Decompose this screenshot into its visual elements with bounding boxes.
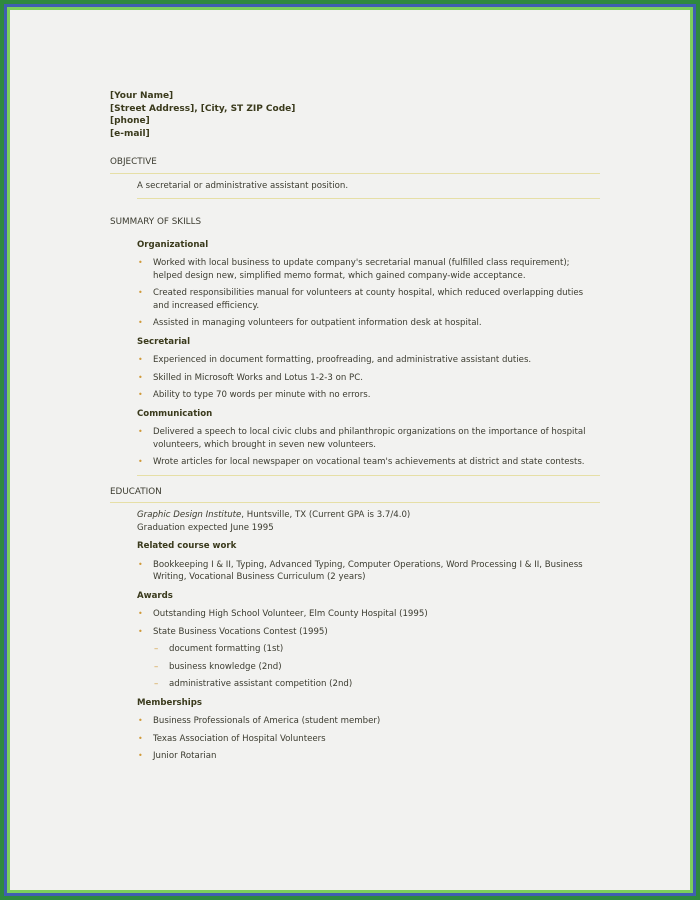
list-item: • State Business Vocations Contest (1995) (153, 626, 600, 639)
coursework-list (110, 559, 600, 584)
objective-text: A secretarial or administrative assistant position. (137, 180, 349, 191)
list-item: • Business Professionals of America (student member) (153, 715, 600, 728)
list-item: • Worked with local business to update company's secretarial manual (fulfilled class requirement); helped design new, simplified memo format, which gained company-wide acceptance. (153, 257, 600, 282)
coursework-heading: Related course work (137, 541, 237, 551)
education-school-line (137, 509, 600, 522)
graduation-date: Graduation expected June 1995 (137, 522, 274, 533)
list-item: • Outstanding High School Volunteer, Elm County Hospital (1995) (153, 608, 600, 621)
resume-document (110, 90, 600, 768)
list-item: • Experienced in document formatting, proofreading, and administrative assistant duties. (153, 354, 600, 367)
list-item: • Delivered a speech to local civic clubs and philanthropic organizations on the importance of hospital volunteers, which brought in seven new volunteers. (153, 426, 600, 451)
school-name: Graphic Design Institute (137, 510, 242, 520)
skills-list-organizational (110, 257, 600, 330)
sub-list-item: – document formatting (1st) (169, 643, 600, 656)
list-item: • Created responsibilities manual for volunteers at county hospital, which reduced overlapping duties and increased efficiency. (153, 287, 600, 312)
skills-list-communication (110, 426, 600, 469)
list-item: • Bookkeeping I & II, Typing, Advanced Typing, Computer Operations, Word Processing I & II, Business Writing, Vocational Business Curriculum (2 years) (153, 559, 600, 584)
skills-title: SUMMARY OF SKILLS (110, 217, 202, 227)
list-item: • Wrote articles for local newspaper on vocational team's achievements at district and state contests. (153, 456, 600, 469)
contact-email: [e-mail] (110, 128, 150, 139)
skills-section (110, 216, 600, 476)
awards-list (110, 608, 600, 691)
sub-list-item: – business knowledge (2nd) (169, 661, 600, 674)
skills-group-heading: Organizational (137, 239, 209, 250)
list-item: • Texas Association of Hospital Volunteers (153, 733, 600, 746)
skills-list-secretarial (110, 354, 600, 402)
sub-list-item: – administrative assistant competition (2nd) (169, 678, 600, 691)
contact-name: [Your Name] (110, 91, 174, 101)
education-title: EDUCATION (110, 486, 600, 504)
skills-group-heading: Secretarial (137, 336, 191, 347)
objective-title: OBJECTIVE (110, 156, 600, 174)
awards-heading: Awards (137, 590, 173, 601)
objective-section (110, 156, 600, 199)
list-item: • Junior Rotarian (153, 750, 600, 763)
contact-phone: [phone] (110, 116, 150, 126)
skills-group-heading: Communication (137, 408, 213, 419)
contact-header (110, 90, 600, 140)
school-details: , Huntsville, TX (Current GPA is 3.7/4.0) (241, 510, 411, 520)
memberships-heading: Memberships (137, 697, 202, 708)
list-item: • Ability to type 70 words per minute with no errors. (153, 389, 600, 402)
memberships-list (110, 715, 600, 763)
resume-page (10, 10, 690, 890)
list-item: • Skilled in Microsoft Works and Lotus 1-2-3 on PC. (153, 372, 600, 385)
education-section (110, 486, 600, 763)
contact-address: [Street Address], [City, ST ZIP Code] (110, 103, 296, 114)
list-item: • Assisted in managing volunteers for outpatient information desk at hospital. (153, 317, 600, 330)
